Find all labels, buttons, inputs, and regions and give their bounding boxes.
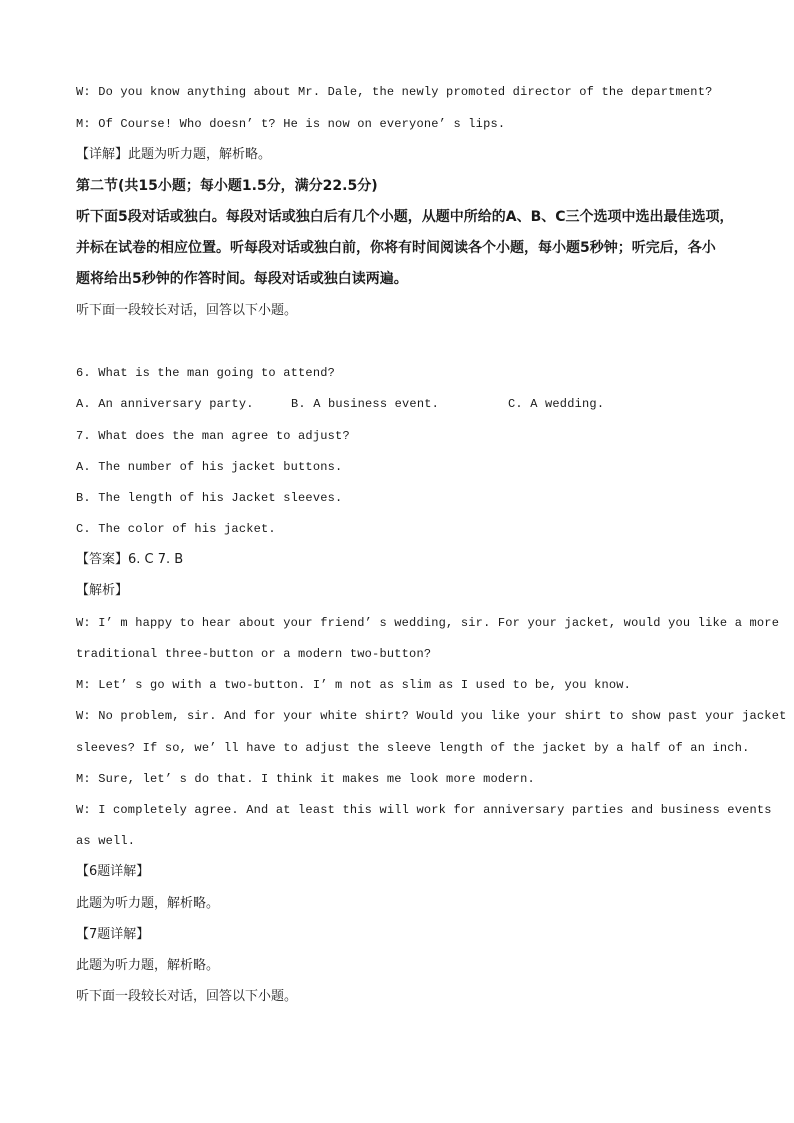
q7-detail-heading: 【7题详解】 — [76, 927, 150, 942]
transcript-line-5b: as well. — [76, 834, 136, 848]
transcript-line-3b: sleeves? If so, we’ ll have to adjust the sleeve length of the jacket by a half of an inch. — [76, 741, 750, 755]
analysis-heading: 【解析】 — [76, 583, 129, 598]
option-6a: A. An anniversary party. — [76, 397, 254, 411]
instruction-line-3: 题将给出5秒钟的作答时间。每段对话或独白读两遍。 — [76, 271, 408, 287]
question-6: 6. What is the man going to attend? — [76, 366, 336, 380]
instruction-line-1: 听下面5段对话或独白。每段对话或独白后有几个小题，从题中所给的A、B、C三个选项中选出最佳选项， — [76, 209, 734, 225]
transcript-line-1a: W: I’ m happy to hear about your friend’ s wedding, sir. For your jacket, would you like a more — [76, 616, 780, 630]
q6-detail-heading: 【6题详解】 — [76, 864, 150, 879]
q7-detail-text: 此题为听力题，解析略。 — [76, 958, 220, 973]
option-7a: A. The number of his jacket buttons. — [76, 460, 343, 474]
detail-note: 【详解】此题为听力题，解析略。 — [76, 147, 272, 162]
listen-prompt-1: 听下面一段较长对话，回答以下小题。 — [76, 303, 298, 318]
transcript-line-4: M: Sure, let’ s do that. I think it makes me look more modern. — [76, 772, 535, 786]
question-7: 7. What does the man agree to adjust? — [76, 429, 350, 443]
transcript-line-5a: W: I completely agree. And at least this will work for anniversary parties and business events — [76, 803, 772, 817]
transcript-line-1b: traditional three-button or a modern two-button? — [76, 647, 432, 661]
transcript-line-2: M: Let’ s go with a two-button. I’ m not as slim as I used to be, you know. — [76, 678, 632, 692]
section-heading: 第二节(共15小题；每小题1.5分，满分22.5分) — [76, 178, 378, 194]
dialogue-line-w1: W: Do you know anything about Mr. Dale, the newly promoted director of the department? — [76, 85, 713, 99]
question-6-options — [76, 394, 604, 414]
instruction-line-2: 并标在试卷的相应位置。听每段对话或独白前，你将有时间阅读各个小题，每小题5秒钟；听完后，各小 — [76, 240, 716, 256]
listen-prompt-2: 听下面一段较长对话，回答以下小题。 — [76, 989, 298, 1004]
option-6c: C. A wedding. — [508, 397, 605, 411]
dialogue-line-m1: M: Of Course! Who doesn’ t? He is now on everyone’ s lips. — [76, 117, 506, 131]
q6-detail-text: 此题为听力题，解析略。 — [76, 896, 220, 911]
option-7c: C. The color of his jacket. — [76, 522, 276, 536]
transcript-line-3a: W: No problem, sir. And for your white shirt? Would you like your shirt to show past your jacket — [76, 709, 787, 723]
answer-line: 【答案】6. C 7. B — [76, 552, 184, 567]
option-6b: B. A business event. — [291, 397, 440, 411]
option-7b: B. The length of his Jacket sleeves. — [76, 491, 343, 505]
